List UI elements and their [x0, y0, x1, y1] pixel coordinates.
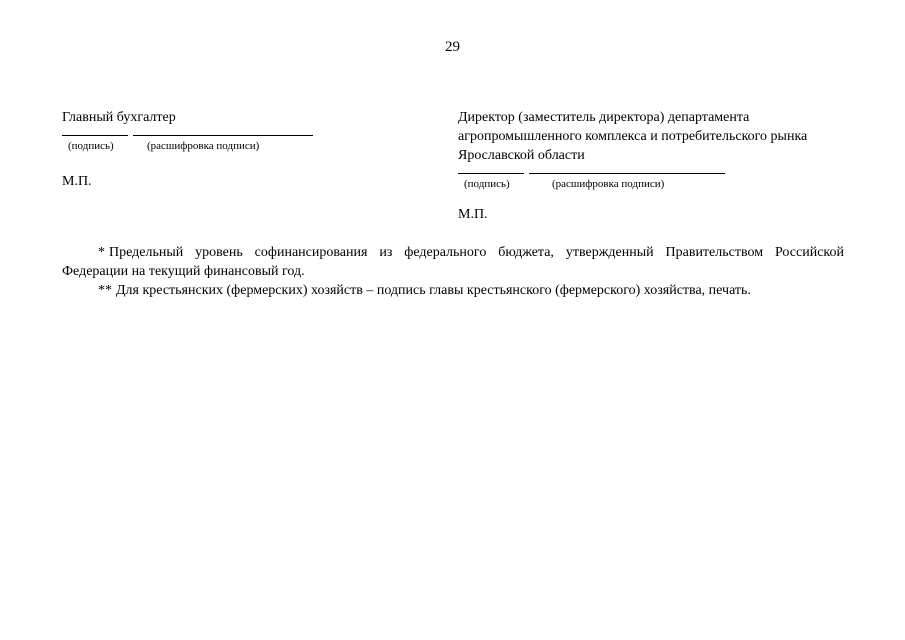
stamp-mark: М.П.	[458, 207, 488, 222]
director-title-line-1: Директор (заместитель директора) департамента	[458, 110, 750, 125]
signature-line	[62, 135, 128, 136]
signature-line	[458, 173, 524, 174]
name-line	[133, 135, 313, 136]
name-label: (расшифровка подписи)	[147, 140, 260, 152]
chief-accountant-title: Главный бухгалтер	[62, 110, 176, 125]
footnotes	[62, 243, 844, 300]
name-line	[529, 173, 725, 174]
footnote-1	[62, 243, 844, 281]
footnote-text: Для крестьянских (фермерских) хозяйств – подпись главы крестьянского (фермерского) хозяйства, печать.	[116, 283, 751, 298]
page-number: 29	[445, 39, 460, 55]
name-label: (расшифровка подписи)	[552, 178, 665, 190]
director-title-line-2: агропромышленного комплекса и потребительского рынка	[458, 129, 808, 144]
director-title-line-3: Ярославской области	[458, 148, 585, 163]
footnote-2	[62, 281, 844, 300]
director-signature-labels	[458, 178, 878, 192]
chief-accountant-signature-labels	[62, 140, 392, 154]
footnote-text: Предельный уровень софинансирования из федерального бюджета, утвержденный Правительством Российской Федерации на текущий финансовый год.	[62, 245, 844, 279]
stamp-mark: М.П.	[62, 174, 92, 189]
footnote-marker: *	[98, 245, 105, 260]
signature-label: (подпись)	[464, 178, 510, 190]
footnote-marker: **	[98, 283, 112, 298]
chief-accountant-block	[62, 108, 392, 191]
signature-label: (подпись)	[68, 140, 114, 152]
director-block	[458, 108, 878, 224]
